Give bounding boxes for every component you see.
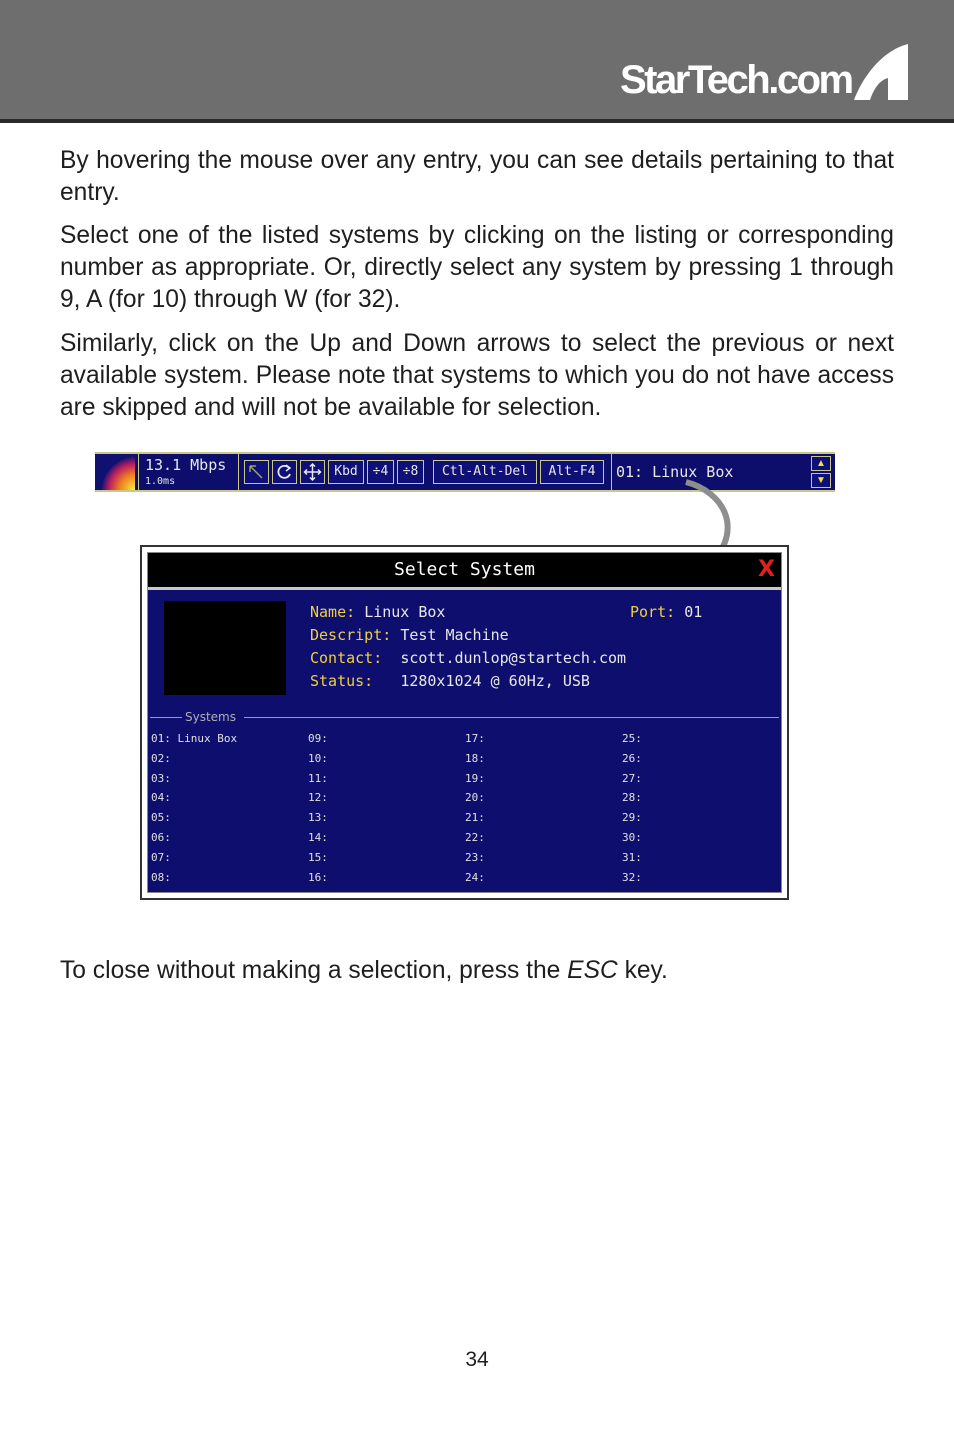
system-entry[interactable]: 19: <box>465 771 485 785</box>
system-entry[interactable]: 17: <box>465 732 485 745</box>
down-arrow-icon[interactable]: ▼ <box>811 473 831 488</box>
ctl-alt-del-button[interactable]: Ctl-Alt-Del <box>433 460 537 484</box>
system-entry[interactable]: 11: <box>308 771 328 785</box>
dialog-body <box>147 552 782 893</box>
alt-f4-button[interactable]: Alt-F4 <box>540 460 604 484</box>
system-entry[interactable]: 29: <box>622 811 642 825</box>
system-entry[interactable]: 14: <box>308 830 328 844</box>
system-entry[interactable]: 27: <box>622 771 642 785</box>
system-entry[interactable]: 30: <box>622 830 642 844</box>
descript-label: Descript: <box>310 626 392 644</box>
system-entry[interactable]: 05: <box>151 811 171 825</box>
system-entry[interactable]: 26: <box>622 751 642 765</box>
scale-icon[interactable] <box>244 460 269 484</box>
status-value: 1280x1024 @ 60Hz, USB <box>400 672 590 690</box>
up-arrow-icon[interactable]: ▲ <box>811 456 831 471</box>
move-icon[interactable] <box>300 460 325 484</box>
system-entry[interactable]: 25: <box>622 732 642 745</box>
system-entry[interactable]: 02: <box>151 751 171 765</box>
system-entry[interactable]: 32: <box>622 870 642 884</box>
dialog-title <box>148 553 781 590</box>
system-entry[interactable]: 22: <box>465 830 485 844</box>
esc-text-after: key. <box>617 957 668 984</box>
logo-swoosh-icon <box>852 44 910 102</box>
system-preview <box>164 601 286 695</box>
system-entry[interactable]: 10: <box>308 751 328 765</box>
startech-logo <box>620 44 920 108</box>
system-entry[interactable]: 20: <box>465 791 485 805</box>
system-entry[interactable]: 16: <box>308 870 328 884</box>
system-entry[interactable]: 28: <box>622 791 642 805</box>
page-number: 34 <box>465 1348 489 1371</box>
latency-value: 1.0ms <box>145 476 176 487</box>
refresh-icon[interactable] <box>272 460 297 484</box>
paragraph-select-system: Select one of the listed systems by clicking on the listing or corresponding number as appropriate. Or, directly select any system by pressing 1 through 9, A (for 10) through W (for 32). <box>60 222 894 313</box>
connection-speed <box>141 454 239 490</box>
divide-4-button[interactable]: ÷4 <box>367 460 394 484</box>
system-info <box>310 601 626 693</box>
paragraph-hover-details: By hovering the mouse over any entry, you can see details pertaining to that entry. <box>60 147 894 206</box>
esc-text-before: To close without making a selection, press the <box>60 957 568 984</box>
system-entry[interactable]: 07: <box>151 850 171 864</box>
select-system-dialog <box>140 545 789 900</box>
current-system-label[interactable]: 01: Linux Box <box>611 454 807 490</box>
system-entry[interactable]: 04: <box>151 791 171 805</box>
descript-value: Test Machine <box>400 626 509 644</box>
divide-8-button[interactable]: ÷8 <box>397 460 424 484</box>
system-entry[interactable]: 13: <box>308 811 328 825</box>
system-entry[interactable]: 06: <box>151 830 171 844</box>
system-entry[interactable]: 12: <box>308 791 328 805</box>
paragraph-up-down-arrows: Similarly, click on the Up and Down arrows to select the previous or next available system. Please note that systems to which you do not have access are skipped and will not be available for selection. <box>60 330 894 421</box>
toolbar-logo-icon <box>95 454 139 490</box>
systems-grid <box>151 729 781 892</box>
port-info <box>630 601 702 624</box>
header-divider <box>0 119 954 123</box>
name-label: Name: <box>310 603 356 621</box>
esc-key: ESC <box>567 957 618 984</box>
systems-column-3 <box>465 729 615 887</box>
system-entry[interactable]: 08: <box>151 870 171 884</box>
port-label: Port: <box>630 603 676 621</box>
keyboard-button[interactable]: Kbd <box>328 460 364 484</box>
status-label: Status: <box>310 672 374 690</box>
system-entry[interactable]: 09: <box>308 732 328 745</box>
system-entry[interactable]: 15: <box>308 850 328 864</box>
name-value: Linux Box <box>364 603 446 621</box>
systems-legend <box>150 710 779 724</box>
paragraph-esc-close <box>60 955 894 987</box>
dialog-title-text: Select System <box>394 559 535 580</box>
system-entry[interactable]: 23: <box>465 850 485 864</box>
systems-column-4 <box>622 729 772 887</box>
close-icon[interactable]: X <box>758 557 775 582</box>
systems-column-1 <box>151 729 301 887</box>
port-value: 01 <box>684 603 703 621</box>
system-entry[interactable]: 21: <box>465 811 485 825</box>
systems-column-2 <box>308 729 458 887</box>
system-entry[interactable]: 18: <box>465 751 485 765</box>
system-entry[interactable]: 01: Linux Box <box>151 732 238 745</box>
contact-value: scott.dunlop@startech.com <box>400 649 627 667</box>
speed-value: 13.1 Mbps <box>145 456 227 474</box>
brand-name: StarTech.com <box>620 58 852 102</box>
systems-legend-text: Systems <box>182 710 239 724</box>
system-entry[interactable]: 31: <box>622 850 642 864</box>
system-entry[interactable]: 03: <box>151 771 171 785</box>
contact-label: Contact: <box>310 649 383 667</box>
system-entry[interactable]: 24: <box>465 870 485 884</box>
